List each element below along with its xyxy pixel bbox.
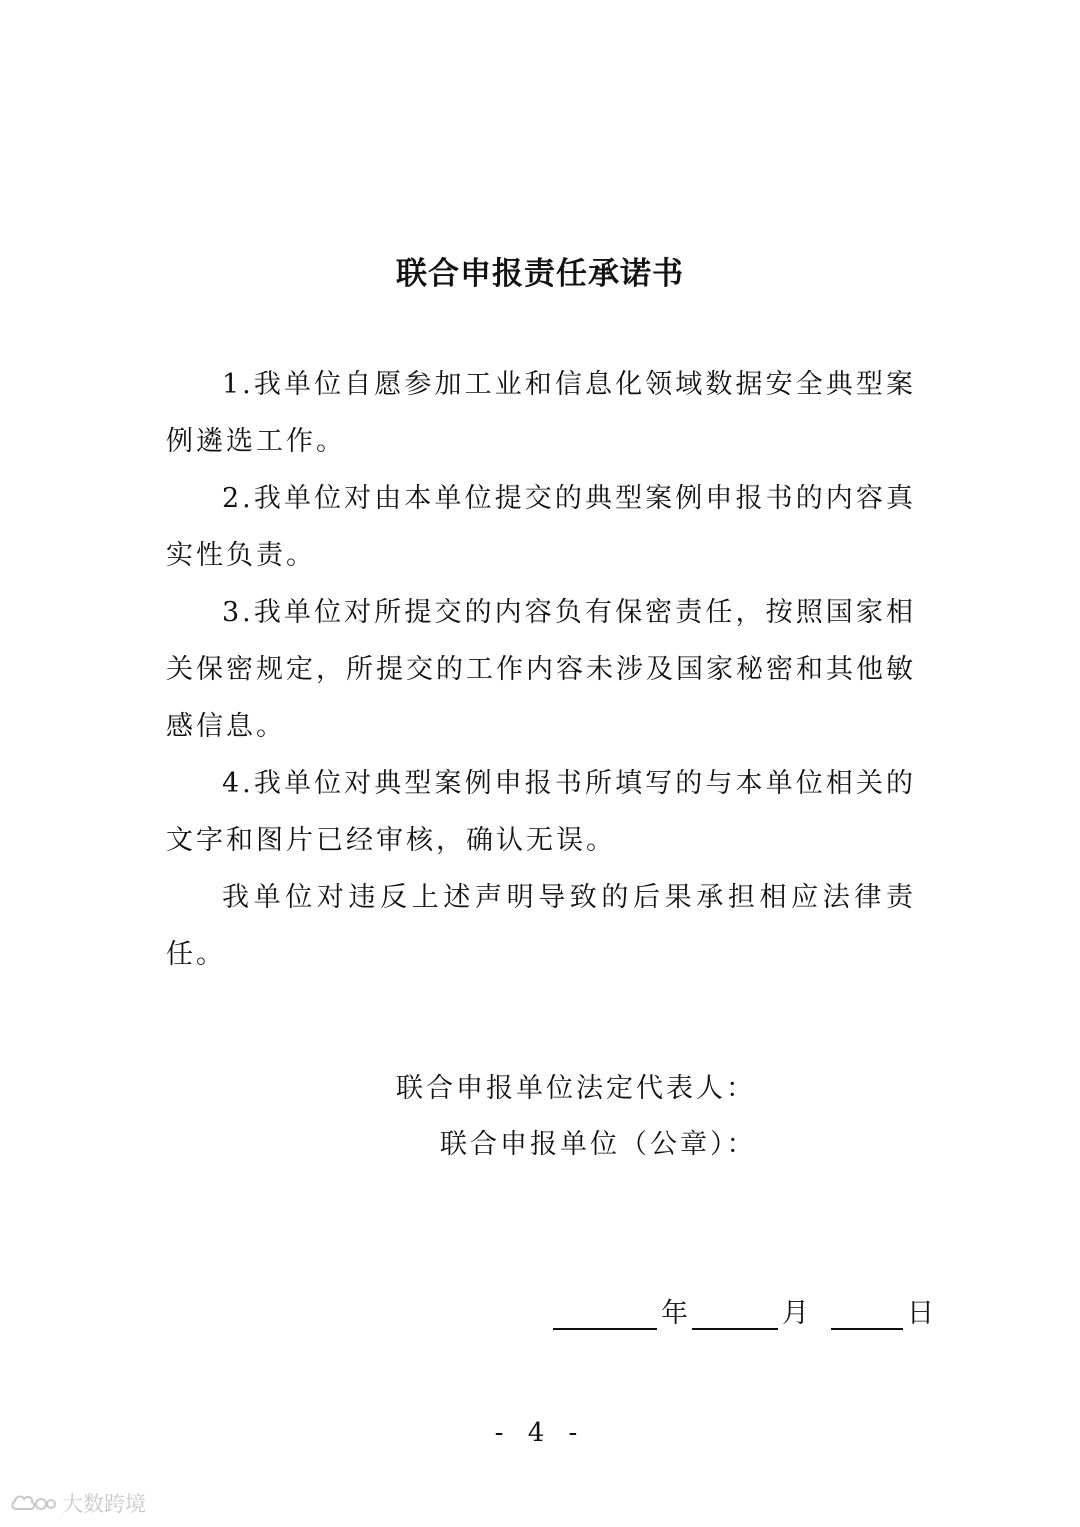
paragraph-1: 1.我单位自愿参加工业和信息化领域数据安全典型案例遴选工作。 [166,369,916,457]
unit-seal-label: 联合申报单位（公章）： [440,1129,757,1160]
legal-representative-label: 联合申报单位法定代表人： [396,1073,756,1104]
date-line [553,1291,938,1330]
day-blank [831,1294,903,1330]
paragraph-2: 2.我单位对由本单位提交的典型案例申报书的内容真实性负责。 [166,483,916,571]
year-label: 年 [661,1298,688,1329]
document-body [166,356,916,983]
cloud-logo-icon [10,1491,56,1515]
paragraph-5: 我单位对违反上述声明导致的后果承担相应法律责任。 [166,882,916,970]
year-blank [553,1294,657,1330]
month-blank [692,1294,778,1330]
month-label: 月 [782,1298,809,1329]
paragraph-4: 4.我单位对典型案例申报书所填写的与本单位相关的文字和图片已经审核，确认无误。 [166,768,916,856]
watermark [10,1488,146,1518]
page-number: - 4 - [494,1418,586,1448]
watermark-text: 大数跨境 [62,1492,146,1516]
document-title: 联合申报责任承诺书 [396,256,684,292]
paragraph-3: 3.我单位对所提交的内容负有保密责任，按照国家相关保密规定，所提交的工作内容未涉及国家秘密和其他敏感信息。 [166,597,916,742]
day-label: 日 [907,1298,934,1329]
